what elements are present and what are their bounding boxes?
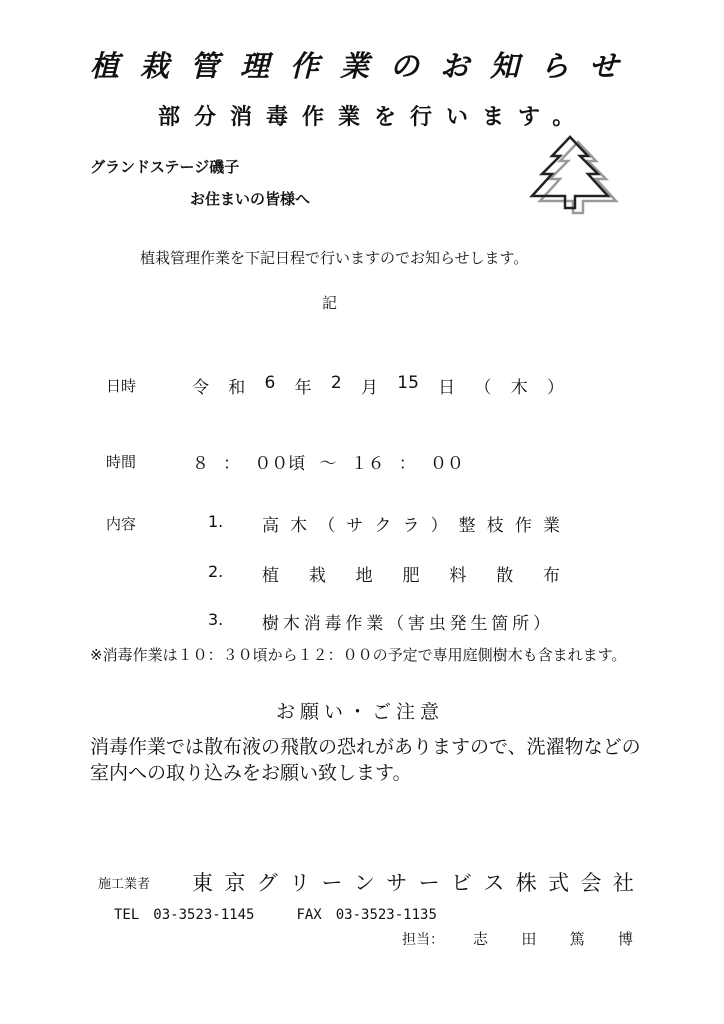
- item-3-text: 樹 木 消 毒 作 業 （ 害 虫 発 生 箇 所 ）: [262, 614, 550, 634]
- intro-text: 植栽管理作業を下記日程で行いますのでお知らせします。: [140, 249, 529, 267]
- item-1-number: 1.: [208, 512, 224, 531]
- contact-line: [114, 904, 437, 924]
- notice-subtitle: 部分消毒作業を行います。: [158, 105, 589, 130]
- building-name: グランドステージ磯子: [90, 158, 240, 176]
- item-3-number: 3.: [208, 610, 224, 629]
- contractor-name: 東 京 グ リ ー ン サ ー ビ ス 株 式 会 社: [192, 871, 634, 895]
- item-1-text: 高 木 （ サ ク ラ ） 整 枝 作 業: [262, 516, 560, 536]
- contractor-label: 施工業者: [98, 877, 151, 892]
- item-2-number: 2.: [208, 562, 224, 581]
- date-label: 日時: [106, 377, 137, 395]
- caution-heading: お願い・ご注意: [276, 701, 445, 723]
- notice-title: 植栽管理作業のお知らせ: [90, 49, 640, 83]
- item-2-text: 植 栽 地 肥 料 散 布: [262, 566, 560, 586]
- spray-note: ※消毒作業は１０：３０頃から１２：００の予定で専用庭側樹木も含まれます。: [90, 646, 627, 664]
- content-label: 内容: [106, 515, 137, 533]
- person-name: 志 田 篤 博: [473, 930, 633, 948]
- tree-icon: [524, 134, 622, 216]
- time-value: ８ ： ００頃 ～ １６ ： ００: [192, 454, 464, 474]
- person-label: 担当：: [402, 932, 444, 948]
- fax-number: FAX 03-3523-1135: [296, 907, 437, 923]
- date-value: 令 和 6 年 2 月 15 日 （ 木 ）: [192, 373, 564, 398]
- addressee-line: お住まいの皆様へ: [190, 190, 311, 208]
- time-label: 時間: [106, 453, 137, 471]
- tel-number: TEL 03-3523-1145: [114, 907, 255, 923]
- ki-marker: 記: [322, 294, 338, 312]
- caution-body: 消毒作業では散布液の飛散の恐れがありますので、洗濯物などの室内への取り込みをお願い致します。: [90, 736, 641, 784]
